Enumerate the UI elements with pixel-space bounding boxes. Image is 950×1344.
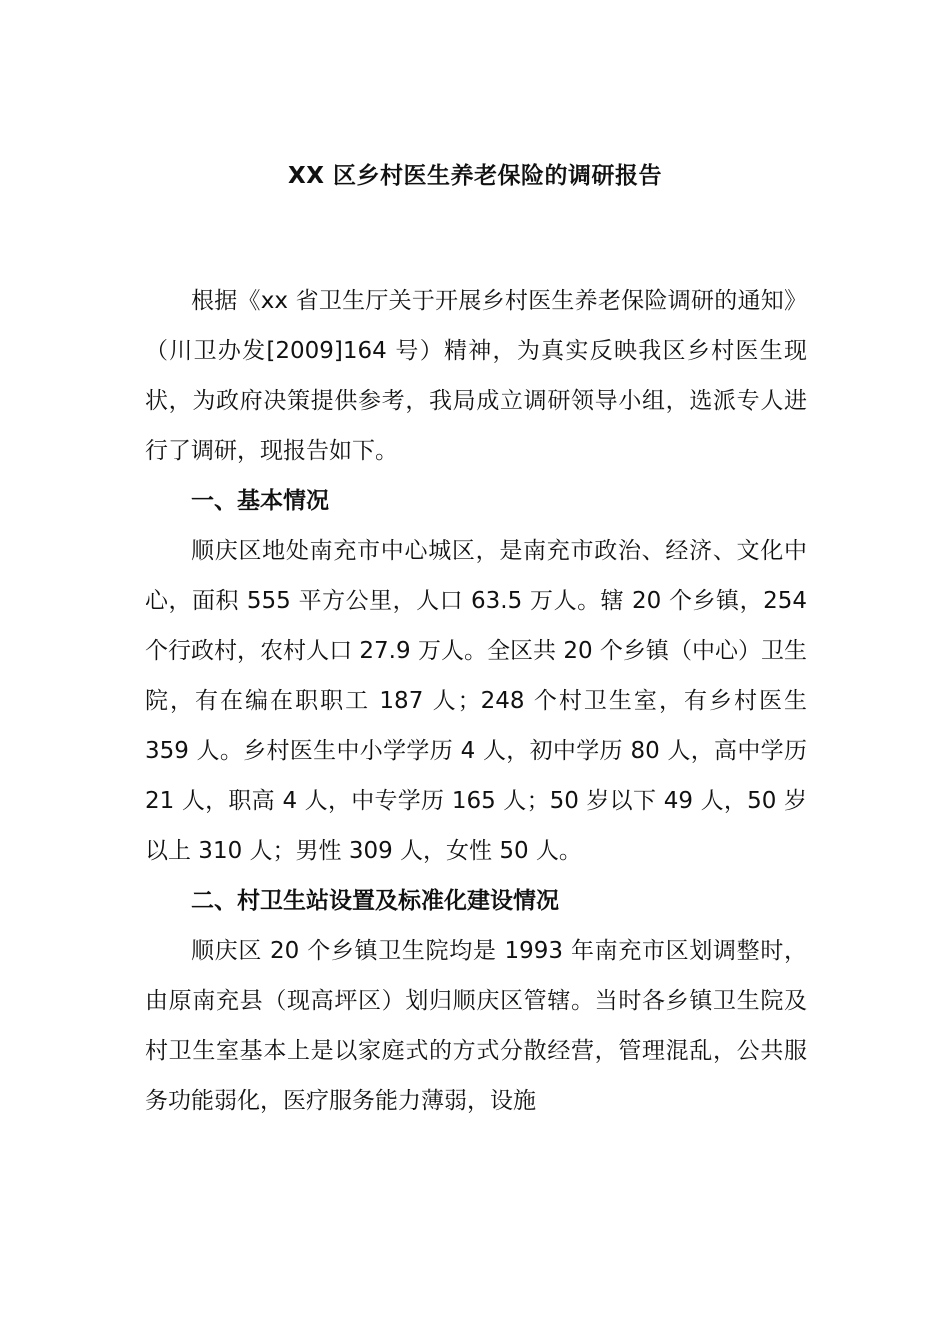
paragraph-basic-situation: 顺庆区地处南充市中心城区，是南充市政治、经济、文化中心，面积 555 平方公里，人口 63.5 万人。辖 20 个乡镇，254 个行政村，农村人口 27.9 万人。全区共 20 个乡镇（中心）卫生院，有在编在职职工 187 人；248 个村卫生室，有乡村医生 359 人。乡村医生中小学学历 4 人，初中学历 80 人，高中学历 21 人，职高 4 人，中专学历 165 人；50 岁以下 49 人，50 岁以上 310 人；男性 309 人，女性 50 人。 [145, 538, 807, 864]
section-heading-clinic-setup: 二、村卫生站设置及标准化建设情况 [191, 888, 559, 914]
document-title: XX 区乡村医生养老保险的调研报告 [288, 163, 662, 189]
paragraph-clinic-setup: 顺庆区 20 个乡镇卫生院均是 1993 年南充市区划调整时，由原南充县（现高坪区）划归顺庆区管辖。当时各乡镇卫生院及村卫生室基本上是以家庭式的方式分散经营，管理混乱，公共服务功能弱化，医疗服务能力薄弱，设施 [145, 938, 807, 1114]
section-heading-basic-situation: 一、基本情况 [191, 488, 329, 514]
document-body [145, 276, 807, 1126]
paragraph-intro: 根据《xx 省卫生厅关于开展乡村医生养老保险调研的通知》（川卫办发[2009]164 号）精神，为真实反映我区乡村医生现状，为政府决策提供参考，我局成立调研领导小组，选派专人进行了调研，现报告如下。 [145, 288, 807, 464]
